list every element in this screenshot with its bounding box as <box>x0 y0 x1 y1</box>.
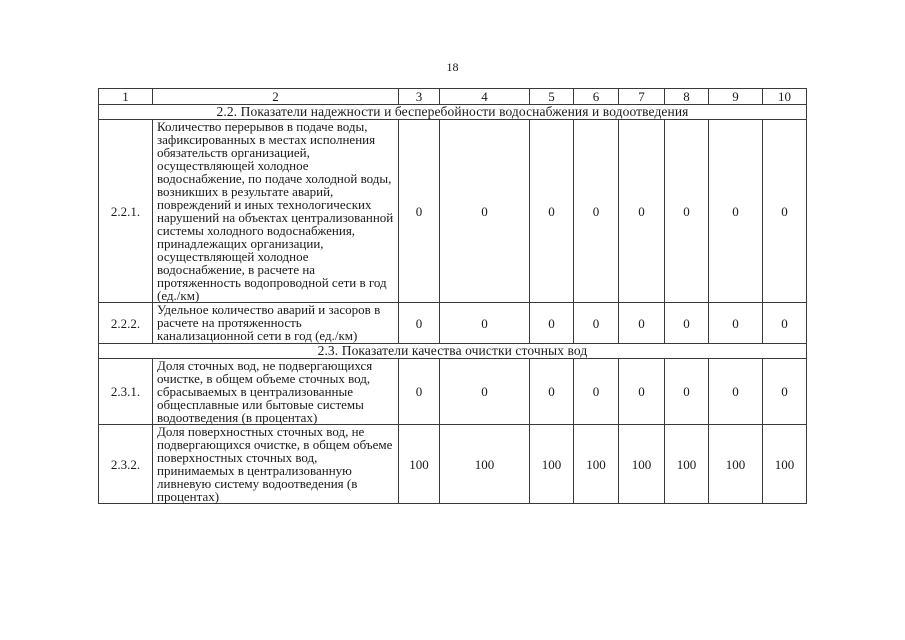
row-value: 0 <box>665 120 709 303</box>
page-number: 18 <box>446 60 459 74</box>
row-value: 0 <box>530 303 574 344</box>
section-title: 2.3. Показатели качества очистки сточных вод <box>99 344 807 359</box>
column-number: 10 <box>763 89 807 105</box>
row-description: Доля сточных вод, не подвергающихся очистке, в общем объеме сточных вод, сбрасываемых в централизованные общесплавные или бытовые системы водоотведения (в процентах) <box>153 359 399 425</box>
row-value: 0 <box>530 359 574 425</box>
row-value: 0 <box>440 359 530 425</box>
row-value: 0 <box>665 303 709 344</box>
row-value: 0 <box>665 359 709 425</box>
row-value: 0 <box>440 303 530 344</box>
row-value: 100 <box>619 425 665 504</box>
row-value: 0 <box>619 120 665 303</box>
section-heading-row <box>99 344 807 359</box>
column-number-row <box>99 89 807 105</box>
section-heading-row <box>99 105 807 120</box>
column-number: 8 <box>665 89 709 105</box>
table-row <box>99 425 807 504</box>
row-description: Доля поверхностных сточных вод, не подвергающихся очистке, в общем объеме поверхностных сточных вод, принимаемых в централизованную ливневую систему водоотведения (в процентах) <box>153 425 399 504</box>
row-value: 100 <box>440 425 530 504</box>
column-number: 5 <box>530 89 574 105</box>
row-code: 2.3.2. <box>99 425 153 504</box>
column-number: 9 <box>709 89 763 105</box>
column-number: 6 <box>574 89 619 105</box>
column-number: 7 <box>619 89 665 105</box>
row-code: 2.3.1. <box>99 359 153 425</box>
column-number: 2 <box>153 89 399 105</box>
row-description: Удельное количество аварий и засоров в расчете на протяженность канализационной сети в год (ед./км) <box>153 303 399 344</box>
row-value: 0 <box>763 120 807 303</box>
row-value: 0 <box>709 120 763 303</box>
row-value: 100 <box>574 425 619 504</box>
table-row <box>99 120 807 303</box>
row-value: 0 <box>574 359 619 425</box>
section-title: 2.2. Показатели надежности и бесперебойности водоснабжения и водоотведения <box>99 105 807 120</box>
row-value: 0 <box>440 120 530 303</box>
row-code: 2.2.1. <box>99 120 153 303</box>
row-value: 100 <box>530 425 574 504</box>
row-value: 0 <box>763 303 807 344</box>
row-value: 0 <box>530 120 574 303</box>
row-value: 0 <box>709 359 763 425</box>
row-value: 0 <box>399 303 440 344</box>
table-row <box>99 303 807 344</box>
row-value: 100 <box>399 425 440 504</box>
row-description: Количество перерывов в подаче воды, зафиксированных в местах исполнения обязательств организацией, осуществляющей холодное водоснабжение, по подаче холодной воды, возникших в результате аварий, повреждений и иных технологических нарушений на объектах централизованной системы холодного водоснабжения, принадлежащих организации, осуществляющей холодное водоснабжение, в расчете на протяженность водопроводной сети в год (ед./км) <box>153 120 399 303</box>
row-value: 0 <box>399 120 440 303</box>
row-value: 0 <box>619 303 665 344</box>
row-value: 100 <box>763 425 807 504</box>
row-value: 100 <box>665 425 709 504</box>
row-value: 0 <box>574 303 619 344</box>
row-value: 0 <box>399 359 440 425</box>
table-row <box>99 359 807 425</box>
row-value: 0 <box>709 303 763 344</box>
column-number: 1 <box>99 89 153 105</box>
row-value: 0 <box>619 359 665 425</box>
row-value: 100 <box>709 425 763 504</box>
indicators-table <box>98 88 807 504</box>
row-code: 2.2.2. <box>99 303 153 344</box>
column-number: 3 <box>399 89 440 105</box>
row-value: 0 <box>763 359 807 425</box>
column-number: 4 <box>440 89 530 105</box>
row-value: 0 <box>574 120 619 303</box>
